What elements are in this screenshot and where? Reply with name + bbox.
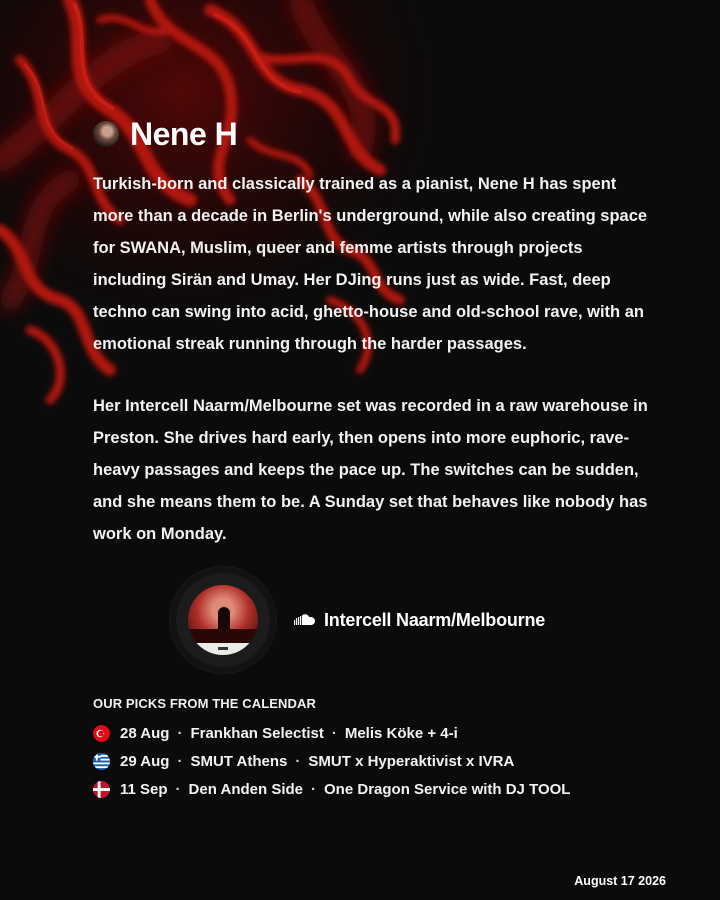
mix-title: Intercell Naarm/Melbourne	[324, 609, 546, 630]
event-venue: Frankhan Selectist	[190, 724, 324, 742]
list-item[interactable]	[93, 775, 653, 803]
event-date: 29 Aug	[120, 752, 170, 770]
footer-date: August 17 2026	[574, 874, 666, 888]
artist-header	[93, 112, 653, 156]
separator: ·	[295, 752, 301, 770]
list-item[interactable]	[93, 747, 653, 775]
bio-paragraph: Turkish-born and classically trained as a pianist, Nene H has spent more than a decade in Berlin's underground, while also creating space for SWANA, Muslim, queer and femme artists through projects including Sirän and Umay. Her DJing runs just as wide. Fast, deep techno can swing into acid, ghetto-house and old-school rave, with an emotional streak running through the harder passages.	[93, 175, 648, 353]
artist-avatar	[93, 121, 119, 147]
bio-paragraph: Her Intercell Naarm/Melbourne set was recorded in a raw warehouse in Preston. She drives hard early, then opens into more euphoric, rave-heavy passages and keeps the pace up. The switches can be sudden, and she means them to be. A Sunday set that behaves like nobody has work on Monday.	[93, 397, 648, 543]
separator: ·	[177, 724, 183, 742]
soundcloud-icon	[294, 613, 316, 627]
vinyl-record[interactable]	[170, 567, 276, 673]
calendar-picks	[93, 696, 653, 803]
event-date: 28 Aug	[120, 724, 170, 742]
denmark-flag-icon	[93, 781, 110, 798]
event-venue: SMUT Athens	[190, 752, 288, 770]
mix-card[interactable]	[170, 566, 653, 674]
mix-cover-art	[188, 585, 258, 655]
main-content	[93, 112, 653, 803]
artist-name: Nene H	[130, 116, 238, 152]
greece-flag-icon	[93, 753, 110, 770]
separator: ·	[331, 724, 337, 742]
mix-link[interactable]	[294, 610, 545, 631]
artist-bio	[93, 168, 653, 550]
separator: ·	[177, 752, 183, 770]
event-date: 11 Sep	[120, 780, 168, 798]
event-venue: Den Anden Side	[188, 780, 304, 798]
event-title[interactable]: One Dragon Service with DJ TOOL	[324, 780, 571, 798]
list-item[interactable]	[93, 719, 653, 747]
event-title[interactable]: Melis Köke + 4-i	[344, 724, 458, 742]
separator: ·	[311, 780, 317, 798]
turkey-flag-icon	[93, 725, 110, 742]
picks-heading: OUR PICKS FROM THE CALENDAR	[93, 696, 316, 711]
event-title[interactable]: SMUT x Hyperaktivist x IVRA	[308, 752, 515, 770]
separator: ·	[175, 780, 181, 798]
